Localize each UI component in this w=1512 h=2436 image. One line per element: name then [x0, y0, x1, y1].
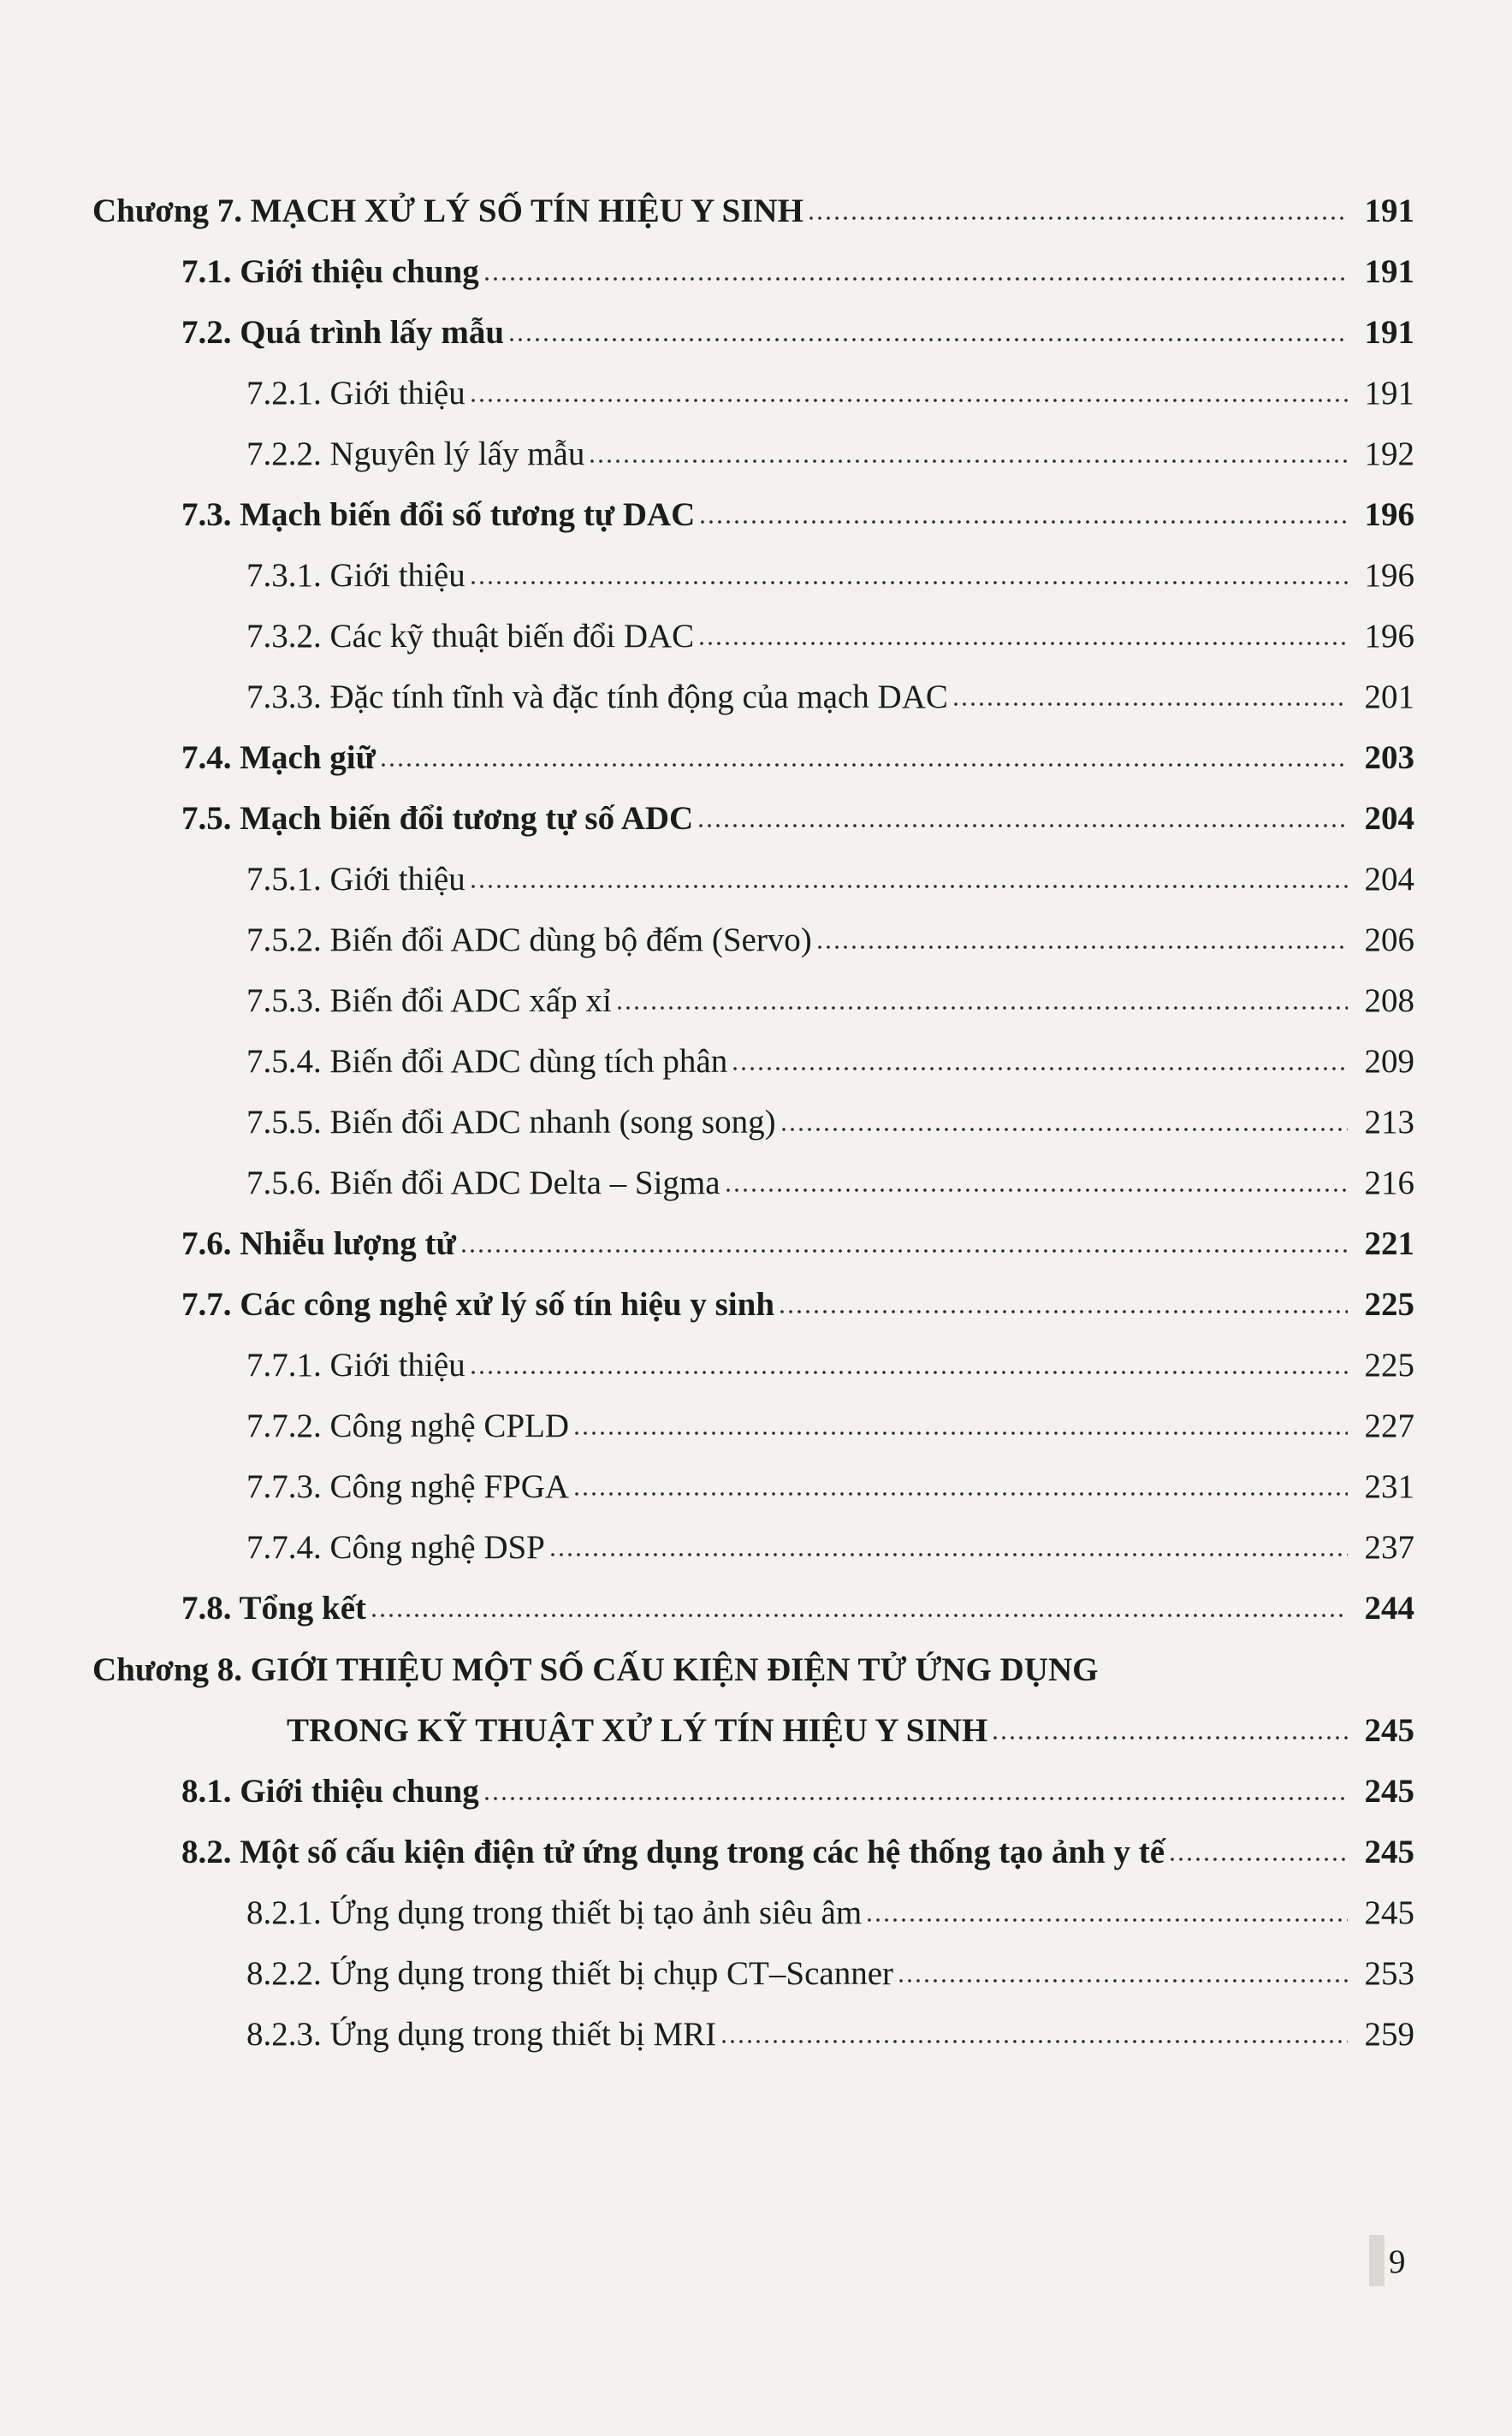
toc-entry-page: 225 [1364, 1347, 1414, 1384]
toc-entry-7-2-2 [92, 414, 1414, 475]
page-number: 9 [1389, 2243, 1406, 2280]
toc-entry-page: 192 [1364, 436, 1414, 472]
dot-leader [724, 1188, 1348, 1193]
toc-entry-7-7-4 [92, 1508, 1414, 1568]
dot-leader [572, 1491, 1348, 1497]
toc-entry-7-5-5 [92, 1082, 1414, 1143]
toc-entry-page: 259 [1364, 2016, 1414, 2053]
toc-entry-label: 7.1. Giới thiệu chung [181, 253, 479, 290]
toc-entry-page: 196 [1364, 618, 1414, 655]
toc-entry-label: 7.6. Nhiễu lượng tử [181, 1225, 456, 1262]
toc-entry-7-8 [92, 1568, 1414, 1629]
dot-leader [815, 945, 1348, 950]
toc-entry-7-3-2 [92, 596, 1414, 657]
dot-leader [952, 702, 1348, 707]
toc-entry-label: 7.3.2. Các kỹ thuật biến đổi DAC [246, 618, 695, 655]
page-edge-shade [1369, 2235, 1385, 2286]
toc-entry-label: 7.7.4. Công nghệ DSP [246, 1529, 545, 1566]
toc-entry-7-7-1 [92, 1325, 1414, 1386]
toc-entry-7-5-2 [92, 900, 1414, 961]
chapter-8-title-line2: TRONG KỸ THUẬT XỬ LÝ TÍN HIỆU Y SINH [287, 1712, 988, 1749]
toc-entry-8-2-2 [92, 1934, 1414, 1994]
dot-leader [698, 519, 1348, 525]
dot-leader [588, 459, 1348, 464]
toc-entry-label: 7.2.1. Giới thiệu [246, 375, 465, 412]
toc-entry-8-2-3 [92, 1994, 1414, 2055]
toc-entry-page: 231 [1364, 1468, 1414, 1505]
dot-leader [780, 1127, 1348, 1132]
toc-entry-8-2 [92, 1812, 1414, 1873]
toc-entry-label: 8.1. Giới thiệu chung [181, 1773, 479, 1810]
toc-chapter-8-line1 [92, 1629, 1414, 1691]
chapter-8-title-line1: Chương 8. GIỚI THIỆU MỘT SỐ CẤU KIỆN ĐIỆN TỬ ỨNG DỤNG [92, 1651, 1099, 1688]
chapter-7-page: 191 [1364, 193, 1414, 229]
toc-entry-page: 191 [1364, 375, 1414, 412]
toc-entry-7-7 [92, 1265, 1414, 1325]
toc-entry-page: 245 [1364, 1834, 1414, 1870]
toc-entry-label: 7.5.2. Biến đổi ADC dùng bộ đếm (Servo) [246, 922, 812, 958]
dot-leader [697, 641, 1348, 646]
toc-entry-label: 7.7.2. Công nghệ CPLD [246, 1408, 570, 1444]
toc-entry-7-7-3 [92, 1447, 1414, 1508]
toc-entry-label: 7.7.1. Giới thiệu [246, 1347, 465, 1384]
dot-leader [370, 1613, 1348, 1618]
toc-entry-label: 7.4. Mạch giữ [181, 739, 377, 776]
dot-leader [697, 823, 1348, 828]
toc-entry-label: 7.5.1. Giới thiệu [246, 861, 465, 898]
dot-leader [807, 216, 1348, 221]
dot-leader [778, 1309, 1348, 1314]
toc-entry-7-5-4 [92, 1022, 1414, 1082]
toc-chapter-8-line2 [92, 1691, 1414, 1751]
toc-entry-label: 7.2. Quá trình lấy mẫu [181, 314, 505, 351]
toc-entry-page: 245 [1364, 1773, 1414, 1810]
toc-entry-page: 208 [1364, 982, 1414, 1019]
toc-entry-page: 196 [1364, 557, 1414, 594]
toc-entry-page: 196 [1364, 496, 1414, 533]
toc-entry-label: 7.5.5. Biến đổi ADC nhanh (song song) [246, 1104, 776, 1141]
toc-entry-page: 253 [1364, 1955, 1414, 1992]
toc-entry-7-1 [92, 232, 1414, 293]
toc-entry-label: 8.2.3. Ứng dụng trong thiết bị MRI [246, 2016, 717, 2053]
toc-entry-label: 7.5.4. Biến đổi ADC dùng tích phân [246, 1043, 728, 1080]
toc-entry-page: 201 [1364, 679, 1414, 715]
toc-entry-7-3-3 [92, 657, 1414, 718]
dot-leader [572, 1431, 1348, 1436]
toc-entry-page: 209 [1364, 1043, 1414, 1080]
dot-leader [379, 762, 1348, 768]
dot-leader [483, 276, 1348, 282]
dot-leader [615, 1005, 1348, 1011]
toc-entry-7-3 [92, 475, 1414, 536]
toc-entry-label: 7.5. Mạch biến đổi tương tự số ADC [181, 800, 694, 837]
toc-entry-page: 191 [1364, 253, 1414, 290]
dot-leader [991, 1735, 1348, 1740]
toc-entry-page: 245 [1364, 1894, 1414, 1931]
toc-entry-label: 7.5.3. Biến đổi ADC xấp xỉ [246, 982, 612, 1019]
toc-entry-7-5 [92, 779, 1414, 839]
dot-leader [865, 1917, 1348, 1923]
toc-entry-page: 191 [1364, 314, 1414, 351]
dot-leader [483, 1796, 1348, 1801]
toc-entry-7-4 [92, 718, 1414, 779]
toc-entry-8-1 [92, 1751, 1414, 1812]
toc-entry-label: 7.7. Các công nghệ xử lý số tín hiệu y sinh [181, 1286, 775, 1323]
toc-entry-page: 221 [1364, 1225, 1414, 1262]
toc-entry-label: 8.2. Một số cấu kiện điện tử ứng dụng trong các hệ thống tạo ảnh y tế [181, 1834, 1165, 1870]
toc-entry-label: 8.2.1. Ứng dụng trong thiết bị tạo ảnh siêu âm [246, 1894, 863, 1931]
toc-entry-label: 7.3. Mạch biến đổi số tương tự DAC [181, 496, 696, 533]
toc-chapter-7 [92, 171, 1414, 232]
chapter-8-page: 245 [1364, 1712, 1414, 1749]
toc-entry-label: 7.8. Tổng kết [181, 1590, 366, 1627]
toc-entry-page: 225 [1364, 1286, 1414, 1323]
toc-entry-label: 8.2.2. Ứng dụng trong thiết bị chụp CT–Scanner [246, 1955, 893, 1992]
toc-entry-7-6 [92, 1204, 1414, 1265]
dot-leader [460, 1248, 1348, 1254]
toc-entry-page: 244 [1364, 1590, 1414, 1627]
dot-leader [469, 580, 1348, 585]
dot-leader [507, 337, 1348, 342]
toc-entry-7-2 [92, 293, 1414, 353]
toc-entry-label: 7.3.3. Đặc tính tĩnh và đặc tính động của mạch DAC [246, 679, 948, 715]
dot-leader [720, 2039, 1348, 2044]
toc-entry-page: 216 [1364, 1165, 1414, 1201]
dot-leader [897, 1978, 1348, 1983]
toc-entry-7-5-6 [92, 1143, 1414, 1204]
toc-entry-label: 7.3.1. Giới thiệu [246, 557, 465, 594]
dot-leader [469, 884, 1348, 889]
toc-entry-8-2-1 [92, 1873, 1414, 1934]
table-of-contents [92, 171, 1414, 2055]
toc-entry-7-5-1 [92, 839, 1414, 900]
toc-entry-label: 7.2.2. Nguyên lý lấy mẫu [246, 436, 585, 472]
dot-leader [731, 1066, 1348, 1071]
dot-leader [469, 1370, 1348, 1375]
toc-entry-label: 7.5.6. Biến đổi ADC Delta – Sigma [246, 1165, 720, 1201]
chapter-7-title: Chương 7. MẠCH XỬ LÝ SỐ TÍN HIỆU Y SINH [92, 193, 803, 229]
toc-entry-page: 204 [1364, 800, 1414, 837]
toc-entry-page: 227 [1364, 1408, 1414, 1444]
toc-entry-7-3-1 [92, 536, 1414, 596]
dot-leader [548, 1552, 1348, 1557]
toc-entry-7-7-2 [92, 1386, 1414, 1447]
toc-entry-page: 237 [1364, 1529, 1414, 1566]
toc-entry-page: 203 [1364, 739, 1414, 776]
toc-entry-page: 206 [1364, 922, 1414, 958]
dot-leader [469, 398, 1348, 403]
toc-entry-7-5-3 [92, 961, 1414, 1022]
toc-entry-page: 204 [1364, 861, 1414, 898]
toc-entry-label: 7.7.3. Công nghệ FPGA [246, 1468, 570, 1505]
toc-entry-7-2-1 [92, 353, 1414, 414]
toc-entry-page: 213 [1364, 1104, 1414, 1141]
dot-leader [1168, 1857, 1348, 1862]
